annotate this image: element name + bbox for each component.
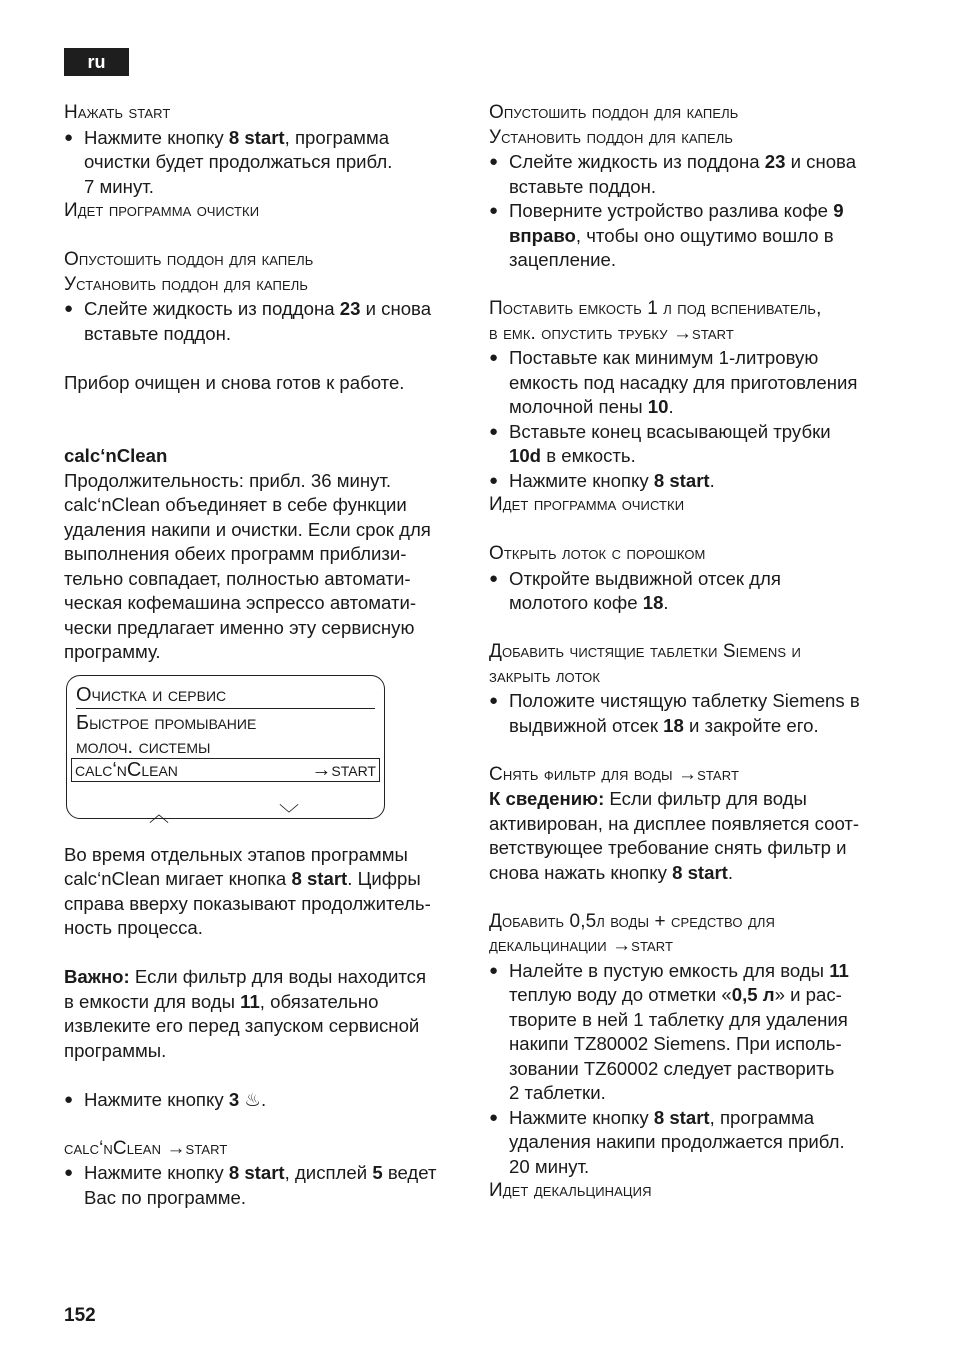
bullet-item: ● Нажмите кнопку 8 start, дисплей 5 ведет bbox=[64, 1161, 469, 1186]
bullet-continuation: 20 минут. bbox=[509, 1155, 590, 1177]
language-tag: ru bbox=[64, 48, 129, 76]
paragraph-line: тельно совпадает, полностью автомати- bbox=[64, 567, 411, 589]
display-message: Идет программа очистки bbox=[489, 494, 685, 515]
display-message: Идет программа очистки bbox=[64, 200, 260, 221]
bullet-continuation: накипи TZ80002 Siemens. При исполь- bbox=[509, 1033, 842, 1054]
display-message: в емк. опустить трубку →start bbox=[489, 322, 734, 344]
paragraph-line: удаления накипи и очистки. Если срок для bbox=[64, 518, 431, 540]
display-menu-title: Очистка и сервис bbox=[76, 684, 375, 709]
paragraph-line: Прибор очищен и снова готов к работе. bbox=[64, 371, 405, 393]
display-message: декальцинации →start bbox=[489, 935, 674, 956]
paragraph-line: calc‘nClean объединяет в себе функции bbox=[64, 494, 407, 515]
bullet-item: ● Слейте жидкость из поддона 23 и снова bbox=[64, 297, 469, 322]
chevron-up-icon: ︿ bbox=[149, 803, 169, 826]
bullet-continuation: вставьте поддон. bbox=[84, 322, 232, 344]
display-menu-item: молоч. системы bbox=[76, 735, 211, 758]
paragraph-line: ческая кофемашина эспрессо автомати- bbox=[64, 592, 417, 613]
bullet-continuation: зовании TZ60002 следует растворить bbox=[509, 1057, 835, 1079]
bullet-item: ● Нажмите кнопку 3 ♨. bbox=[64, 1088, 469, 1113]
display-message: Нажать start bbox=[64, 102, 171, 123]
bullet-item: ● Слейте жидкость из поддона 23 и снова bbox=[489, 150, 899, 175]
display-message: Поставить емкость 1 л под вспениватель, bbox=[489, 298, 822, 319]
paragraph-line: Важно: Если фильтр для воды находится bbox=[64, 966, 427, 987]
bullet-continuation: теплую воду до отметки «0,5 л» и рас- bbox=[509, 984, 842, 1005]
bullet-item: ● Вставьте конец всасывающей трубки bbox=[489, 420, 899, 445]
bullet-item: ● Нажмите кнопку 8 start. bbox=[489, 469, 899, 494]
bullet-continuation: молотого кофе 18. bbox=[509, 592, 669, 613]
display-message: Снять фильтр для воды →start bbox=[489, 763, 739, 785]
display-message: Добавить 0,5л воды + средство для bbox=[489, 910, 776, 932]
display-message: calc‘nClean →start bbox=[64, 1137, 228, 1159]
display-menu-item: Быстрое промывание bbox=[76, 711, 257, 734]
paragraph-line: справа вверху показывают продолжитель- bbox=[64, 892, 431, 914]
display-message: закрыть лоток bbox=[489, 665, 601, 687]
paragraph-line: ность процесса. bbox=[64, 917, 203, 938]
bullet-item: ● Положите чистящую таблетку Siemens в bbox=[489, 689, 899, 714]
paragraph-line: активирован, на дисплее появляется соот- bbox=[489, 812, 860, 834]
paragraph-line: Во время отдельных этапов программы bbox=[64, 843, 408, 865]
paragraph-line: выполнения обеих программ приблизи- bbox=[64, 543, 407, 564]
device-display-illustration bbox=[66, 675, 385, 826]
bullet-continuation: творите в ней 1 таблетку для удаления bbox=[509, 1008, 848, 1030]
paragraph-line: в емкости для воды 11, обязательно bbox=[64, 990, 379, 1012]
paragraph-line: извлеките его перед запуском сервисной bbox=[64, 1015, 420, 1036]
bullet-continuation: очистки будет продолжаться прибл. bbox=[84, 151, 393, 172]
bullet-continuation: 10d в емкость. bbox=[509, 445, 636, 466]
chevron-down-icon: ﹀ bbox=[279, 803, 299, 826]
paragraph-line: calc‘nClean мигает кнопка 8 start. Цифры bbox=[64, 868, 421, 889]
paragraph-line: Продолжительность: прибл. 36 минут. bbox=[64, 469, 392, 491]
bullet-continuation: выдвижной отсек 18 и закройте его. bbox=[509, 714, 819, 736]
paragraph-line: К сведению: Если фильтр для воды bbox=[489, 788, 807, 809]
paragraph-line: программу. bbox=[64, 641, 161, 662]
display-message: Установить поддон для капель bbox=[489, 126, 734, 148]
bullet-continuation: 2 таблетки. bbox=[509, 1082, 606, 1103]
bullet-item: ● Нажмите кнопку 8 start, программа bbox=[489, 1106, 899, 1131]
display-message: Опустошить поддон для капель bbox=[64, 249, 314, 270]
display-message: Опустошить поддон для капель bbox=[489, 102, 739, 123]
bullet-continuation: Вас по программе. bbox=[84, 1186, 247, 1208]
right-column bbox=[489, 101, 899, 1204]
bullet-continuation: вставьте поддон. bbox=[509, 175, 657, 197]
bullet-continuation: удаления накипи продолжается прибл. bbox=[509, 1131, 845, 1152]
display-message: Открыть лоток с порошком bbox=[489, 543, 706, 564]
bullet-item: ● Поставьте как минимум 1-литровую bbox=[489, 346, 899, 371]
bullet-item: ● Поверните устройство разлива кофе 9 bbox=[489, 199, 899, 224]
display-message: Добавить чистящие таблетки Siemens и bbox=[489, 641, 801, 662]
bullet-continuation: молочной пены 10. bbox=[509, 396, 674, 417]
paragraph-line: ветствующее требование снять фильтр и bbox=[489, 837, 847, 858]
paragraph-line: чески предлагает именно эту сервисную bbox=[64, 616, 415, 638]
display-message: Установить поддон для капель bbox=[64, 273, 309, 295]
page-number: 152 bbox=[64, 1305, 96, 1326]
section-heading: calc‘nClean bbox=[64, 445, 168, 466]
bullet-continuation: вправо, чтобы оно ощутимо вошло в bbox=[509, 224, 834, 246]
bullet-continuation: емкость под насадку для приготовления bbox=[509, 371, 858, 393]
paragraph-line: снова нажать кнопку 8 start. bbox=[489, 861, 734, 883]
display-menu-item-selected: calc‘nClean →start bbox=[71, 758, 380, 782]
left-column bbox=[64, 101, 469, 1210]
bullet-item: ● Нажмите кнопку 8 start, программа bbox=[64, 126, 469, 151]
bullet-continuation: зацепление. bbox=[509, 249, 617, 270]
bullet-item: ● Налейте в пустую емкость для воды 11 bbox=[489, 959, 899, 984]
bullet-continuation: 7 минут. bbox=[84, 175, 154, 197]
bullet-item: ● Откройте выдвижной отсек для bbox=[489, 567, 899, 592]
paragraph-line: программы. bbox=[64, 1039, 167, 1061]
display-message: Идет декальцинация bbox=[489, 1180, 652, 1201]
